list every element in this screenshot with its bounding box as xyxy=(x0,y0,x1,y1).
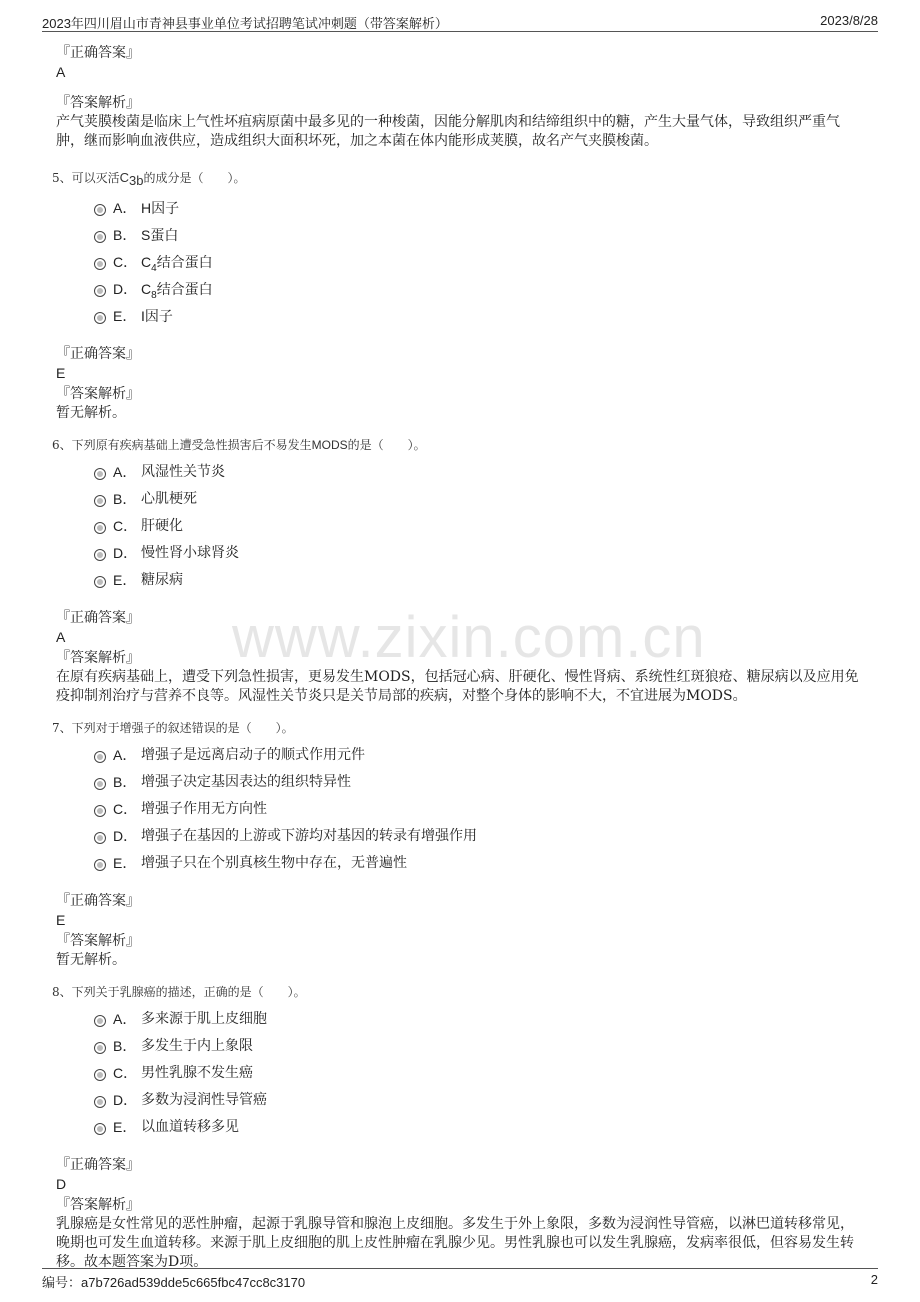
option-e[interactable]: E． 糖尿病 xyxy=(94,570,886,597)
radio-icon[interactable] xyxy=(94,258,106,270)
option-d[interactable]: D． 增强子在基因的上游或下游均对基因的转录有增强作用 xyxy=(94,826,886,853)
explanation-text: 暂无解析。 xyxy=(56,952,126,968)
radio-icon[interactable] xyxy=(94,285,106,297)
radio-icon[interactable] xyxy=(94,1096,106,1108)
question-8 xyxy=(52,983,886,1272)
answer-value: A xyxy=(56,64,66,80)
answer-value: A xyxy=(56,629,66,645)
document-date: 2023/8/28 xyxy=(820,13,878,28)
option-d[interactable]: D． 慢性肾小球肾炎 xyxy=(94,543,886,570)
explanation-text: 产气荚膜梭菌是临床上气性坏疽病原菌中最多见的一种梭菌，因能分解肌肉和结缔组织中的糖，产生大量气体，导致组织严重气肿，继而影响血液供应，造成组织大面积坏死，加之本菌在体内能形成荚膜，故名产气夹膜梭菌。 xyxy=(56,114,840,149)
radio-icon[interactable] xyxy=(94,468,106,480)
radio-icon[interactable] xyxy=(94,1069,106,1081)
question-6-answer-block xyxy=(56,609,886,706)
radio-icon[interactable] xyxy=(94,1042,106,1054)
answer-label: 『正确答案』 xyxy=(56,1157,140,1173)
option-a[interactable]: A． 风湿性关节炎 xyxy=(94,462,886,489)
question-stem: 7、下列对于增强子的叙述错误的是（ ）。 xyxy=(52,721,294,735)
page-content xyxy=(52,44,886,1272)
radio-icon[interactable] xyxy=(94,312,106,324)
radio-icon[interactable] xyxy=(94,231,106,243)
answer-label: 『正确答案』 xyxy=(56,893,140,909)
radio-icon[interactable] xyxy=(94,832,106,844)
option-e[interactable]: E． I因子 xyxy=(94,306,886,333)
explain-label: 『答案解析』 xyxy=(56,1197,140,1213)
options-list xyxy=(94,745,886,880)
question-6 xyxy=(52,436,886,706)
explain-label: 『答案解析』 xyxy=(56,933,140,949)
page-header xyxy=(42,12,878,32)
radio-icon[interactable] xyxy=(94,576,106,588)
options-list xyxy=(94,198,886,333)
answer-value: E xyxy=(56,365,66,381)
answer-value: E xyxy=(56,912,66,928)
question-stem: 5、可以灭活C3b的成分是（ ）。 xyxy=(52,170,246,188)
option-c[interactable]: C． 男性乳腺不发生癌 xyxy=(94,1063,886,1090)
option-c[interactable]: C． $C_4$结合蛋白 xyxy=(94,252,886,279)
answer-label: 『正确答案』 xyxy=(56,610,140,626)
question-4-answer-block xyxy=(56,44,886,151)
explain-label: 『答案解析』 xyxy=(56,650,140,666)
question-7 xyxy=(52,719,886,970)
question-7-answer-block xyxy=(56,892,886,970)
answer-value: D xyxy=(56,1176,67,1192)
option-a[interactable]: A． 多来源于肌上皮细胞 xyxy=(94,1009,886,1036)
document-code: 编号：a7b726ad539dde5c665fbc47cc8c3170 xyxy=(42,1275,306,1290)
radio-icon[interactable] xyxy=(94,522,106,534)
option-b[interactable]: B． 多发生于内上象限 xyxy=(94,1036,886,1063)
radio-icon[interactable] xyxy=(94,549,106,561)
radio-icon[interactable] xyxy=(94,204,106,216)
question-5-answer-block xyxy=(56,345,886,423)
option-c[interactable]: C． 增强子作用无方向性 xyxy=(94,799,886,826)
explanation-text: 在原有疾病基础上，遭受下列急性损害，更易发生MODS，包括冠心病、肝硬化、慢性肾病、系统性红斑狼疮、糖尿病以及应用免疫抑制剂治疗与营养不良等。风湿性关节炎只是关节局部的疾病，对整个身体的影响不大，不宜进展为MODS。 xyxy=(56,669,859,704)
page-number: 2 xyxy=(870,1272,878,1287)
question-stem: 6、下列原有疾病基础上遭受急性损害后不易发生MODS的是（ ）。 xyxy=(52,438,426,452)
explain-label: 『答案解析』 xyxy=(56,386,140,402)
radio-icon[interactable] xyxy=(94,751,106,763)
radio-icon[interactable] xyxy=(94,805,106,817)
option-b[interactable]: B． S蛋白 xyxy=(94,225,886,252)
options-list xyxy=(94,462,886,597)
radio-icon[interactable] xyxy=(94,778,106,790)
question-8-answer-block xyxy=(56,1156,886,1272)
explanation-text: 暂无解析。 xyxy=(56,405,126,421)
radio-icon[interactable] xyxy=(94,1123,106,1135)
radio-icon[interactable] xyxy=(94,859,106,871)
options-list xyxy=(94,1009,886,1144)
answer-label: 『正确答案』 xyxy=(56,346,140,362)
radio-icon[interactable] xyxy=(94,495,106,507)
page-footer xyxy=(42,1268,878,1290)
option-e[interactable]: E． 增强子只在个别真核生物中存在，无普遍性 xyxy=(94,853,886,880)
document-title: 2023年四川眉山市青神县事业单位考试招聘笔试冲刺题（带答案解析） xyxy=(42,16,448,31)
option-b[interactable]: B． 增强子决定基因表达的组织特异性 xyxy=(94,772,886,799)
option-d[interactable]: D． 多数为浸润性导管癌 xyxy=(94,1090,886,1117)
option-c[interactable]: C． 肝硬化 xyxy=(94,516,886,543)
answer-label: 『正确答案』 xyxy=(56,45,140,61)
option-a[interactable]: A． 增强子是远离启动子的顺式作用元件 xyxy=(94,745,886,772)
option-b[interactable]: B． 心肌梗死 xyxy=(94,489,886,516)
option-e[interactable]: E． 以血道转移多见 xyxy=(94,1117,886,1144)
watermark: www.zixin.com.cn xyxy=(232,605,706,670)
question-stem: 8、下列关于乳腺癌的描述，正确的是（ ）。 xyxy=(52,985,306,999)
radio-icon[interactable] xyxy=(94,1015,106,1027)
explain-label: 『答案解析』 xyxy=(56,95,140,111)
option-a[interactable]: A． H因子 xyxy=(94,198,886,225)
option-d[interactable]: D． $C_8$结合蛋白 xyxy=(94,279,886,306)
explanation-text: 乳腺癌是女性常见的恶性肿瘤，起源于乳腺导管和腺泡上皮细胞。多发生于外上象限，多数为浸润性导管癌，以淋巴道转移常见，晚期也可发生血道转移。来源于肌上皮细胞的肌上皮性肿瘤在乳腺少见。男性乳腺也可以发生乳腺癌，发病率很低，但容易发生转移。故本题答案为D项。 xyxy=(56,1216,854,1270)
question-5 xyxy=(52,169,886,423)
